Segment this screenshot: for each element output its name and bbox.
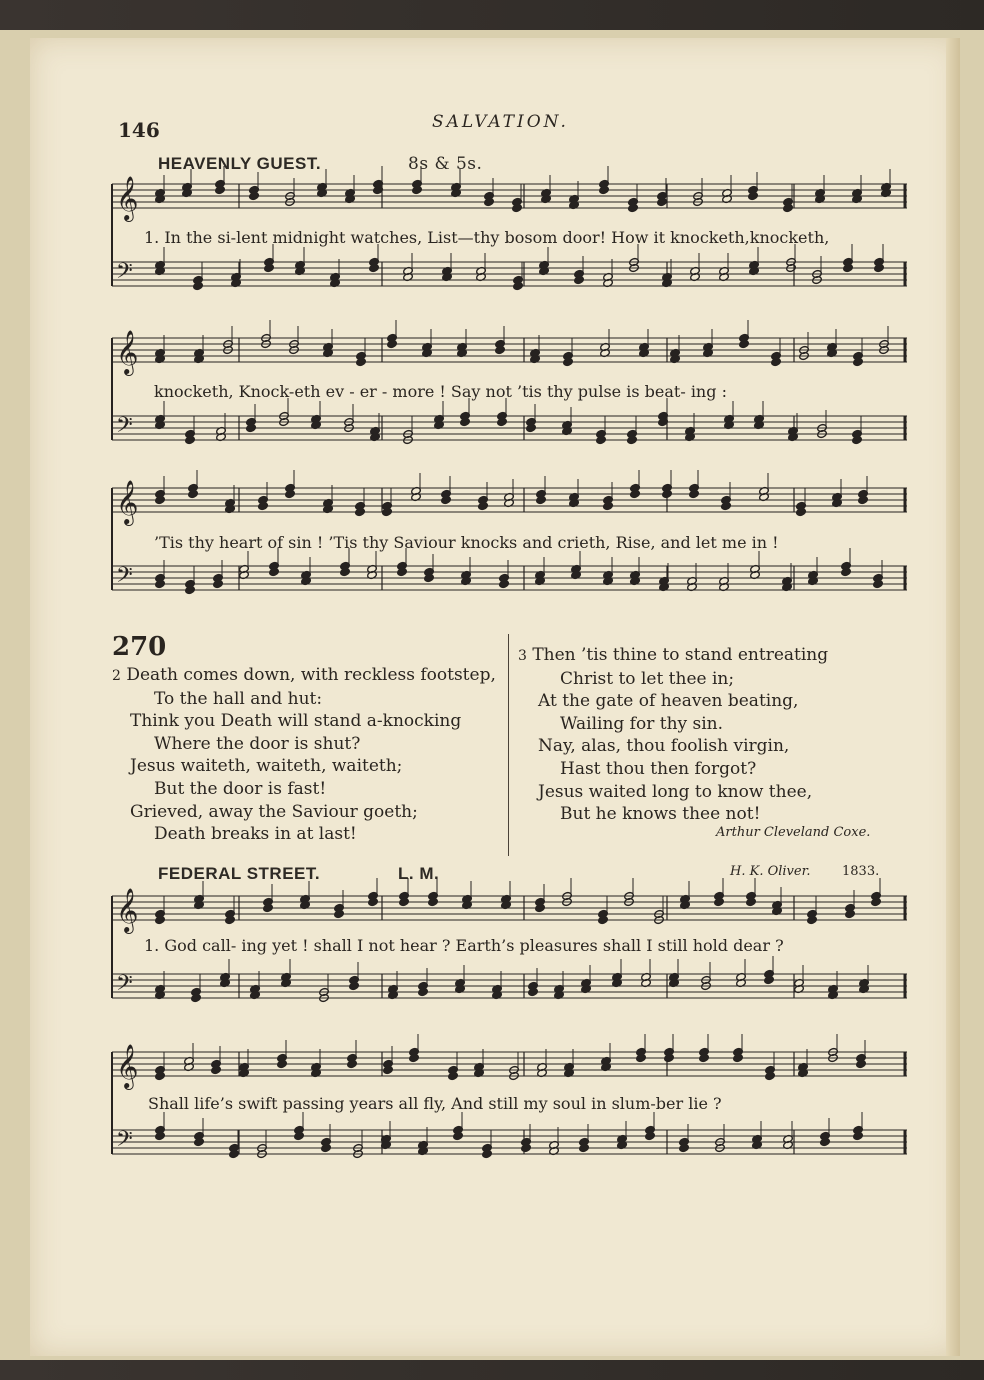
verse-line: Hast thou then forgot? <box>560 758 757 779</box>
verse-3 <box>518 644 828 826</box>
treble-clef: 𝄞 <box>116 1044 139 1088</box>
verse-line: Think you Death will stand a-knocking <box>130 711 462 732</box>
hymn-author: Arthur Cleveland Coxe. <box>716 825 871 840</box>
verse-line: But the door is fast! <box>154 778 327 799</box>
book-page <box>30 38 960 1356</box>
verse-line: Death breaks in at last! <box>154 824 357 845</box>
lyrics-line-4: 1. God call- ing yet ! shall I not hear ? Earth’s pleasures shall I still hold dear ? <box>144 936 784 955</box>
music-system-4 <box>112 888 907 1028</box>
music-system-5 <box>112 1044 907 1184</box>
bass-clef: 𝄢 <box>116 259 133 289</box>
verse-line: Death comes down, with reckless footstep, <box>126 665 496 685</box>
treble-clef: 𝄞 <box>116 888 139 932</box>
tune-composer: H. K. Oliver. <box>730 864 811 879</box>
tune-title-federal-street: FEDERAL STREET. <box>158 864 321 883</box>
tune-meter: 8s & 5s. <box>408 154 483 174</box>
verse-number: 2 <box>112 668 121 684</box>
verse-line: Nay, alas, thou foolish virgin, <box>538 736 790 757</box>
hymn-number: 270 <box>112 632 167 662</box>
verse-line: But he knows thee not! <box>560 804 761 825</box>
verse-line: To the hall and hut: <box>154 688 323 709</box>
treble-clef: 𝄞 <box>116 176 139 220</box>
tune-meter-lm: L. M. <box>398 864 440 883</box>
verse-line: Jesus waited long to know thee, <box>538 781 813 802</box>
tune-year: 1833. <box>842 864 880 879</box>
verse-line: Wailing for thy sin. <box>560 713 724 734</box>
verse-line: Grieved, away the Saviour goeth; <box>130 801 418 822</box>
page-edge <box>946 38 960 1356</box>
treble-clef: 𝄞 <box>116 480 139 524</box>
bass-clef: 𝄢 <box>116 971 133 1001</box>
verse-line: Then ’tis thine to stand entreating <box>532 645 829 665</box>
bass-clef: 𝄢 <box>116 413 133 443</box>
lyrics-line-5: Shall life’s swift passing years all fly, And still my soul in slum-ber lie ? <box>148 1094 722 1113</box>
verse-line: Where the door is shut? <box>154 733 361 754</box>
lyrics-line-3: ’Tis thy heart of sin ! ’Tis thy Saviour knocks and crieth, Rise, and let me in ! <box>154 533 779 552</box>
page-number: 146 <box>118 118 160 142</box>
lyrics-line-2: knocketh, Knock-eth ev - er - more ! Say not ’tis thy pulse is beat- ing : <box>154 382 727 401</box>
tune-title-heavenly-guest: HEAVENLY GUEST. <box>158 154 322 173</box>
lyrics-line-1: 1. In the si-lent midnight watches, List—thy bosom door! How it knocketh,knocketh, <box>144 228 830 247</box>
column-divider <box>508 634 509 856</box>
verse-line: Jesus waiteth, waiteth, waiteth; <box>130 756 403 777</box>
bass-clef: 𝄢 <box>116 1127 133 1157</box>
verse-line: Christ to let thee in; <box>560 668 735 689</box>
verse-line: At the gate of heaven beating, <box>538 691 799 712</box>
verse-2 <box>112 664 496 846</box>
treble-clef: 𝄞 <box>116 330 139 374</box>
running-head: SALVATION. <box>432 112 569 132</box>
bass-clef: 𝄢 <box>116 563 133 593</box>
verse-number: 3 <box>518 648 527 664</box>
